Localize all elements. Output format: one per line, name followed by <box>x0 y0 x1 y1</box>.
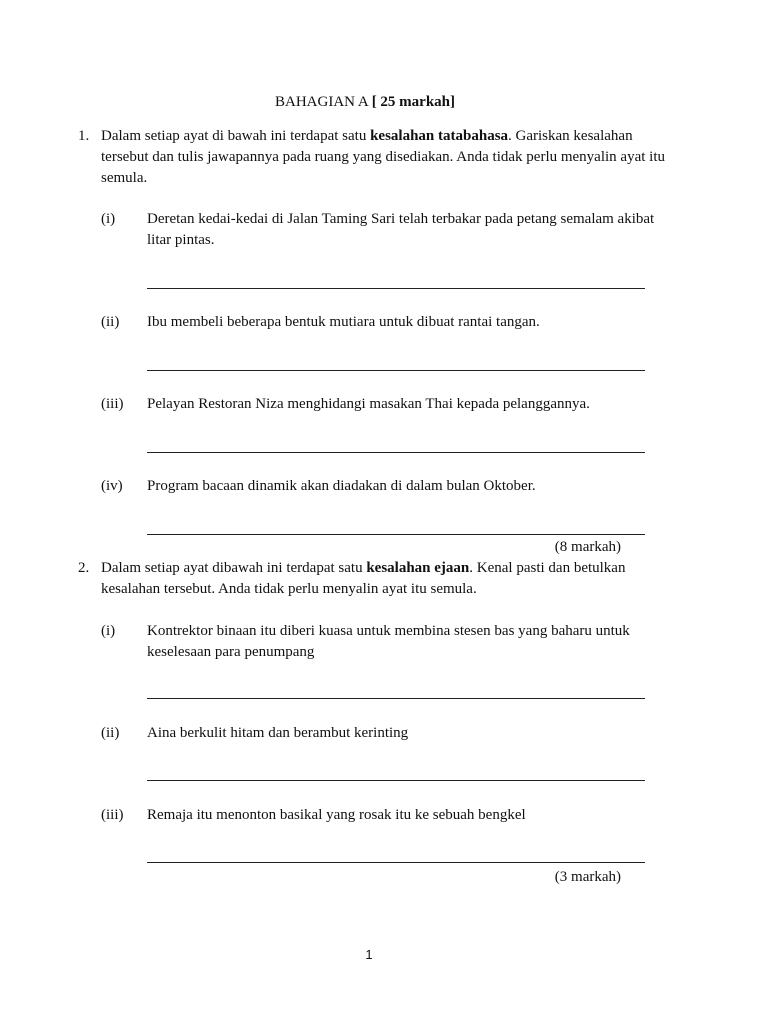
q2-item-2-number: (ii) <box>101 725 120 741</box>
q1-item-3-number: (iii) <box>101 396 124 412</box>
question-1-instructions <box>101 126 681 189</box>
question-1-intro-start: Dalam setiap ayat di bawah ini terdapat satu <box>101 128 371 144</box>
q1-item-1-number: (i) <box>101 211 116 227</box>
question-1-intro-bold: kesalahan tatabahasa <box>370 128 509 144</box>
q1-item-4-number: (iv) <box>101 478 123 494</box>
q2-item-1-number: (i) <box>101 623 116 639</box>
question-2-marks: (3 markah) <box>554 869 621 885</box>
q2-item-2-sentence: Aina berkulit hitam dan berambut kerinting <box>147 725 409 741</box>
question-2-instructions <box>101 558 681 600</box>
q1-item-3-answer-line[interactable] <box>147 452 645 453</box>
section-title-label: BAHAGIAN A <box>275 94 368 110</box>
question-1-number: 1. <box>78 128 90 144</box>
q1-item-2-number: (ii) <box>101 314 120 330</box>
question-1-marks: (8 markah) <box>554 539 621 555</box>
q1-item-4-answer-line[interactable] <box>147 534 645 535</box>
question-2-intro-end: . Kenal pasti dan betulkan kesalahan tersebut. Anda tidak perlu menyalin ayat itu semula. <box>101 560 626 597</box>
question-2-intro-bold: kesalahan ejaan <box>366 560 470 576</box>
q1-item-3-sentence: Pelayan Restoran Niza menghidangi masakan Thai kepada pelanggannya. <box>147 396 590 412</box>
q1-item-1-answer-line[interactable] <box>147 288 645 289</box>
q2-item-1-answer-line[interactable] <box>147 698 645 699</box>
q1-item-1-sentence: Deretan kedai-kedai di Jalan Taming Sari telah terbakar pada petang semalam akibat litar pintas. <box>147 211 655 248</box>
section-title <box>275 92 455 113</box>
section-title-marks: [ 25 markah] <box>371 94 456 110</box>
q2-item-3-sentence: Remaja itu menonton basikal yang rosak itu ke sebuah bengkel <box>147 807 526 823</box>
q2-item-3-number: (iii) <box>101 807 124 823</box>
q2-item-3-answer-line[interactable] <box>147 862 645 863</box>
q1-item-2-sentence: Ibu membeli beberapa bentuk mutiara untuk dibuat rantai tangan. <box>147 314 540 330</box>
q2-item-2-answer-line[interactable] <box>147 780 645 781</box>
q1-item-4-sentence: Program bacaan dinamik akan diadakan di dalam bulan Oktober. <box>147 478 536 494</box>
question-1-intro-end: . Gariskan kesalahan tersebut dan tulis jawapannya pada ruang yang disediakan. Anda tidak perlu menyalin ayat itu semula. <box>101 128 665 186</box>
q2-item-1-sentence: Kontrektor binaan itu diberi kuasa untuk membina stesen bas yang baharu untuk keselesaan para penumpang <box>147 623 630 660</box>
question-2-intro-start: Dalam setiap ayat dibawah ini terdapat satu <box>101 560 367 576</box>
page-number: 1 <box>365 947 373 962</box>
q1-item-2-answer-line[interactable] <box>147 370 645 371</box>
question-2-number: 2. <box>78 560 90 576</box>
